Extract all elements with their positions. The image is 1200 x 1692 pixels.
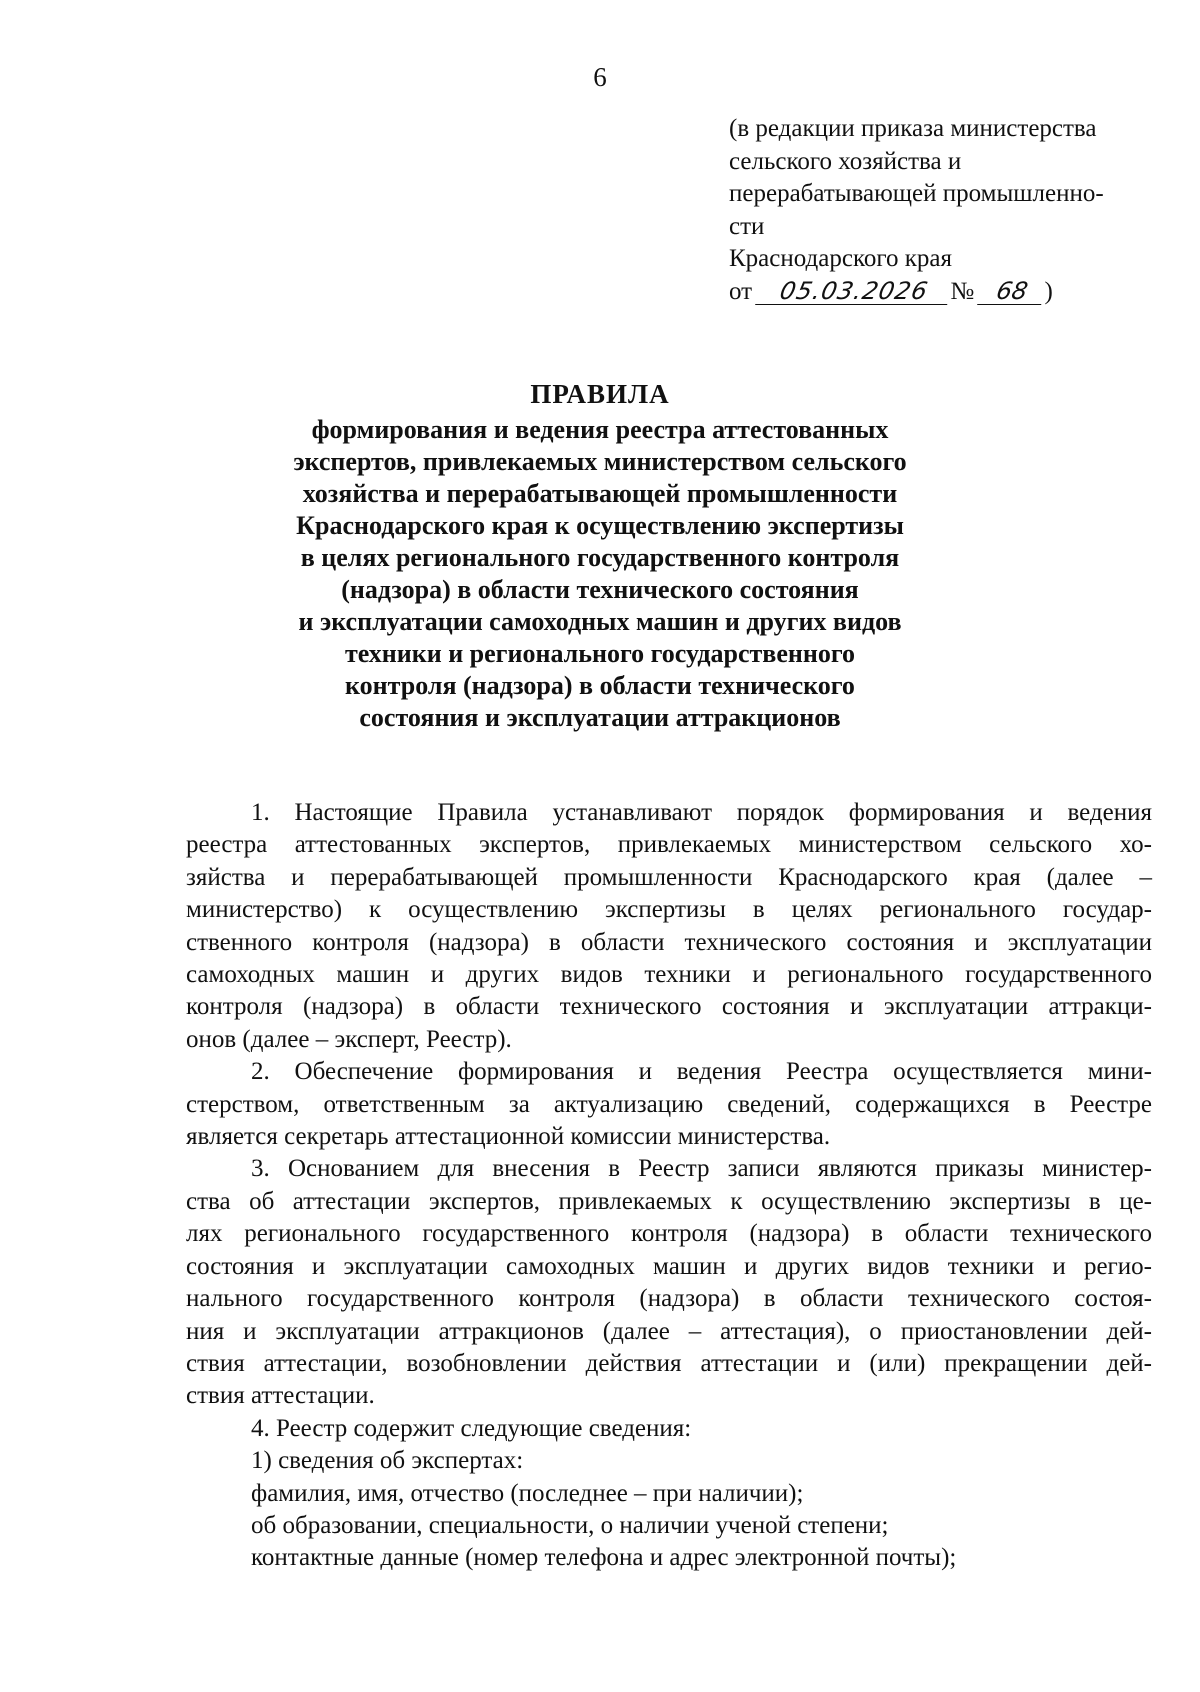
text-line: ствия аттестации.	[186, 1382, 375, 1410]
edition-note-date-line	[729, 276, 1169, 309]
edition-note	[729, 113, 1169, 308]
date-prefix: от	[729, 277, 753, 305]
text-line: нального государственного контроля (надзора) в области технического состоя-	[186, 1285, 1152, 1313]
title-line: состояния и эксплуатации аттракционов	[359, 703, 841, 732]
text-line: зяйства и перерабатывающей промышленности Краснодарского края (далее –	[186, 863, 1152, 891]
edition-note-line: сти	[729, 212, 765, 240]
paragraph-8: контактные данные (номер телефона и адрес электронной почты);	[251, 1544, 957, 1572]
text-line: ства об аттестации экспертов, привлекаемых к осуществлению экспертизы в це-	[186, 1187, 1152, 1215]
text-line: 2. Обеспечение формирования и ведения Реестра осуществляется мини-	[251, 1058, 1152, 1086]
edition-note-line: Краснодарского края	[729, 245, 952, 272]
text-line: 1. Настоящие Правила устанавливают порядок формирования и ведения	[251, 799, 1152, 826]
text-line: состояния и эксплуатации самоходных машин и других видов техники и регио-	[186, 1252, 1152, 1280]
text-line: ния и эксплуатации аттракционов (далее – аттестация), о приостановлении дей-	[186, 1317, 1152, 1345]
text-line: реестра аттестованных экспертов, привлекаемых министерством сельского хо-	[186, 831, 1152, 859]
title-line: Краснодарского края к осуществлению экспертизы	[296, 511, 904, 540]
edition-note-line: перерабатывающей промышленно-	[729, 180, 1104, 207]
title-line: формирования и ведения реестра аттестованных	[311, 415, 889, 444]
title-line: экспертов, привлекаемых министерством сельского	[293, 447, 907, 476]
paragraph-6: фамилия, имя, отчество (последнее – при наличии);	[251, 1479, 804, 1507]
title-line: и эксплуатации самоходных машин и других видов	[298, 607, 902, 636]
number-sign: №	[950, 277, 975, 305]
document-title	[0, 378, 1200, 734]
paragraph-7: об образовании, специальности, о наличии ученой степени;	[251, 1511, 889, 1539]
text-line: самоходных машин и других видов техники и регионального государственного	[186, 961, 1152, 989]
paragraph-2	[186, 1056, 1152, 1153]
title-line: техники и регионального государственного	[344, 639, 855, 668]
handwritten-number: 68	[978, 278, 1048, 305]
handwritten-date: 05.03.2026	[755, 278, 953, 305]
page-number: 6	[593, 62, 607, 92]
text-line: контроля (надзора) в области технического состояния и эксплуатации аттракци-	[186, 993, 1152, 1021]
document-body	[186, 797, 1152, 1575]
text-line: стерством, ответственным за актуализацию сведений, содержащихся в Реестре	[186, 1090, 1152, 1118]
paragraph-3	[186, 1153, 1152, 1412]
title-line: в целях регионального государственного контроля	[300, 543, 900, 572]
text-line: ственного контроля (надзора) в области технического состояния и эксплуатации	[186, 928, 1152, 956]
text-line: министерство) к осуществлению экспертизы в целях регионального государ-	[186, 896, 1152, 924]
paragraph-4: 4. Реестр содержит следующие сведения:	[251, 1414, 692, 1442]
paragraph-1	[186, 797, 1152, 1056]
closing-paren: )	[1044, 277, 1053, 305]
text-line: онов (далее – эксперт, Реестр).	[186, 1025, 512, 1053]
title-heading: ПРАВИЛА	[530, 379, 670, 409]
text-line: 3. Основанием для внесения в Реестр записи являются приказы министер-	[251, 1155, 1152, 1183]
text-line: лях регионального государственного контроля (надзора) в области технического	[186, 1220, 1152, 1248]
text-line: является секретарь аттестационной комиссии министерства.	[186, 1123, 831, 1151]
title-line: хозяйства и перерабатывающей промышленности	[302, 479, 898, 508]
edition-note-line: сельского хозяйства и	[729, 147, 962, 175]
paragraph-5: 1) сведения об экспертах:	[251, 1447, 524, 1475]
edition-note-line: (в редакции приказа министерства	[729, 115, 1097, 142]
text-line: ствия аттестации, возобновлении действия аттестации и (или) прекращении дей-	[186, 1349, 1152, 1377]
title-line: (надзора) в области технического состояния	[341, 575, 859, 604]
title-line: контроля (надзора) в области технического	[345, 671, 855, 700]
